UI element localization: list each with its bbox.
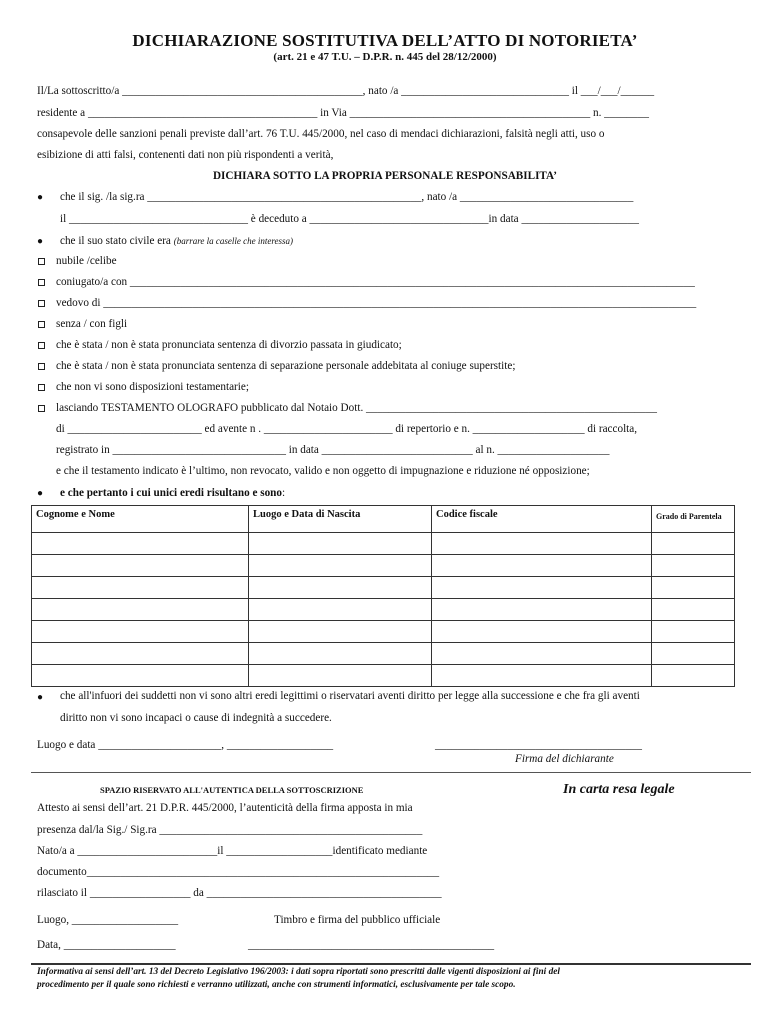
place-date-field[interactable]: Luogo e data ______________________, ___________________ (37, 739, 334, 751)
signature-line[interactable]: _____________________________________ (435, 739, 642, 751)
auth-date-field[interactable]: Data, ____________________ (37, 939, 176, 951)
option-divorzio-label: che è stata / non è stata pronunciata sentenza di divorzio passata in giudicato; (56, 339, 402, 351)
table-row (32, 643, 735, 665)
table-cell[interactable] (249, 665, 432, 687)
table-row (32, 577, 735, 599)
option-separazione-label: che è stata / non è stata pronunciata sentenza di separazione personale addebitata al coniuge superstite; (56, 360, 516, 372)
table-cell[interactable] (432, 665, 652, 687)
checkbox-separazione[interactable] (38, 363, 45, 370)
table-row (32, 555, 735, 577)
table-cell[interactable] (249, 643, 432, 665)
civil-status-line (60, 235, 293, 247)
table-cell[interactable] (432, 577, 652, 599)
auth-line-5: rilasciato il __________________ da __________________________________________ (37, 887, 442, 899)
auth-place-field[interactable]: Luogo, ___________________ (37, 914, 179, 926)
table-row (32, 599, 735, 621)
checkbox-divorzio[interactable] (38, 342, 45, 349)
table-cell[interactable] (652, 577, 735, 599)
table-cell[interactable] (32, 665, 249, 687)
heirs-intro-text: e che pertanto i cui unici eredi risultano e sono (60, 487, 282, 499)
auth-line-4: documento_______________________________________________________________ (37, 866, 440, 878)
official-signature-line[interactable]: ____________________________________________ (248, 939, 495, 951)
table-cell[interactable] (652, 621, 735, 643)
awareness-line-1: consapevole delle sanzioni penali previste dall’art. 76 T.U. 445/2000, nel caso di mendaci dichiarazioni, falsità negli atti, uso o (37, 128, 605, 140)
document-title: DICHIARAZIONE SOSTITUTIVA DELL’ATTO DI NOTORIETA’ (132, 31, 638, 50)
checkbox-nubile[interactable] (38, 258, 45, 265)
column-header: Cognome e Nome (32, 506, 249, 533)
table-cell[interactable] (32, 599, 249, 621)
bullet-icon: ● (37, 192, 44, 203)
document-subtitle: (art. 21 e 47 T.U. – D.P.R. n. 445 del 28/12/2000) (273, 51, 497, 63)
table-cell[interactable] (249, 533, 432, 555)
table-cell[interactable] (32, 621, 249, 643)
table-cell[interactable] (432, 621, 652, 643)
table-cell[interactable] (652, 533, 735, 555)
official-stamp-label: Timbro e firma del pubblico ufficiale (274, 914, 441, 926)
auth-line-3: Nato/a a _________________________il ___________________identificato mediante (37, 845, 428, 857)
table-cell[interactable] (432, 555, 652, 577)
column-header: Grado di Parentela (652, 506, 735, 533)
option-vedovo-label: vedovo di __________________________________________________________________________________________________________ (56, 297, 697, 309)
awareness-line-2: esibizione di atti falsi, contenenti dati non più rispondenti a verità, (37, 149, 334, 161)
table-cell[interactable] (32, 643, 249, 665)
checkbox-coniugato[interactable] (38, 279, 45, 286)
option-coniugato-label: coniugato/a con _____________________________________________________________________________________________________ (56, 276, 695, 288)
heirs-intro: e che pertanto i cui unici eredi risultano e sono: (60, 487, 286, 499)
heirs-table (31, 505, 735, 687)
table-cell[interactable] (652, 643, 735, 665)
checkbox-testamento-olografo[interactable] (38, 405, 45, 412)
declarant-line: Il/La sottoscritto/a ___________________________________________, nato /a ______________________________ il ___/___/______ (37, 85, 655, 97)
table-cell[interactable] (432, 643, 652, 665)
option-nubile-label: nubile /celibe (56, 255, 117, 267)
table-cell[interactable] (32, 577, 249, 599)
deceased-line-2: il ________________________________ è deceduto a ________________________________in data _____________________ (60, 213, 639, 225)
footer-divider (31, 963, 751, 965)
bullet-icon: ● (37, 236, 44, 247)
civil-status-label: che il suo stato civile era (60, 235, 174, 247)
table-header-row (32, 506, 735, 533)
testament-line-2: registrato in _______________________________ in data ___________________________ al n. ____________________ (56, 444, 610, 456)
table-row (32, 665, 735, 687)
declares-heading: DICHIARA SOTTO LA PROPRIA PERSONALE RESPONSABILITA’ (212, 170, 558, 182)
auth-line-1: Attesto ai sensi dell’art. 21 D.P.R. 445/2000, l’autenticità della firma apposta in mia (37, 802, 413, 814)
column-header: Codice fiscale (432, 506, 652, 533)
civil-status-hint: (barrare la caselle che interessa) (173, 236, 294, 246)
checkbox-figli[interactable] (38, 321, 45, 328)
testament-line-1: di ________________________ ed avente n . _______________________ di repertorio e n. ____________________ di raccolta, (56, 423, 638, 435)
table-cell[interactable] (652, 665, 735, 687)
stamp-note: In carta resa legale (563, 782, 675, 797)
option-figli-label: senza / con figli (56, 318, 128, 330)
table-cell[interactable] (249, 599, 432, 621)
checkbox-vedovo[interactable] (38, 300, 45, 307)
no-other-heirs-line-1: che all'infuori dei suddetti non vi sono altri eredi legittimi o riservatari aventi diritto per legge alla successione e che fra gli aventi (60, 690, 640, 702)
residence-line: residente a _________________________________________ in Via ___________________________________________ n. ________ (37, 107, 649, 119)
option-no-testamento-label: che non vi sono disposizioni testamentarie; (56, 381, 249, 393)
table-cell[interactable] (432, 533, 652, 555)
table-cell[interactable] (32, 555, 249, 577)
privacy-notice-line-2: procedimento per il quale sono richiesti e verranno utilizzati, anche con strumenti informatici, esclusivamente per tale scopo. (37, 980, 516, 990)
table-cell[interactable] (432, 599, 652, 621)
table-cell[interactable] (652, 599, 735, 621)
checkbox-no-testamento[interactable] (38, 384, 45, 391)
section-divider (31, 772, 751, 773)
table-row (32, 621, 735, 643)
table-cell[interactable] (652, 555, 735, 577)
bullet-icon: ● (37, 692, 44, 703)
privacy-notice-line-1: Informativa ai sensi dell’art. 13 del Decreto Legislativo 196/2003: i dati sopra riportati sono prescritti dalle vigenti disposizioni ai fini del (37, 967, 560, 977)
option-testamento-label: lasciando TESTAMENTO OLOGRAFO pubblicato dal Notaio Dott. ____________________________________________________ (56, 402, 657, 414)
table-cell[interactable] (32, 533, 249, 555)
authentication-heading: SPAZIO RISERVATO ALL'AUTENTICA DELLA SOTTOSCRIZIONE (100, 785, 364, 795)
testament-line-3: e che il testamento indicato è l’ultimo, non revocato, valido e non oggetto di impugnazione e riduzione né opposizione; (56, 465, 590, 477)
table-cell[interactable] (249, 555, 432, 577)
table-cell[interactable] (249, 577, 432, 599)
signature-label: Firma del dichiarante (515, 753, 614, 765)
no-other-heirs-line-2: diritto non vi sono incapaci o cause di indegnità a succedere. (60, 712, 332, 724)
deceased-line-1: che il sig. /la sig.ra _________________________________________________, nato /a _______________________________ (60, 191, 634, 203)
column-header: Luogo e Data di Nascita (249, 506, 432, 533)
bullet-icon: ● (37, 488, 44, 499)
table-row (32, 533, 735, 555)
table-cell[interactable] (249, 621, 432, 643)
auth-line-2: presenza dal/la Sig./ Sig.ra _______________________________________________ (37, 824, 423, 836)
